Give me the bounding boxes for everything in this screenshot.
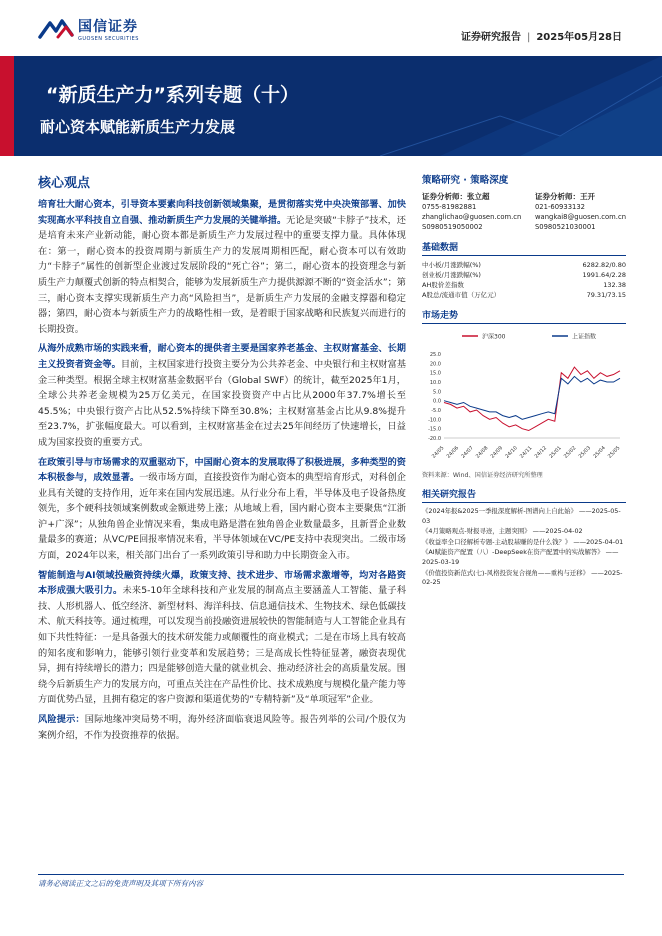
page-header xyxy=(0,0,662,52)
series-line xyxy=(444,367,620,430)
analyst-role: 证券分析师： xyxy=(534,192,580,201)
analyst-1 xyxy=(422,192,521,232)
report-subtitle: 耐心资本赋能新质生产力发展 xyxy=(40,118,236,136)
y-tick-label: 25.0 xyxy=(429,352,441,358)
row-value: 79.31/73.15 xyxy=(586,291,626,299)
row-value: 6282.82/0.80 xyxy=(582,261,626,269)
row-value: 132.38 xyxy=(603,281,626,289)
core-paragraph-1 xyxy=(38,197,406,337)
basic-data-row xyxy=(422,280,626,290)
y-tick-label: -5.0 xyxy=(431,408,441,414)
y-tick-label: -20.0 xyxy=(428,436,441,442)
x-tick-label: 24/07 xyxy=(460,445,475,460)
x-tick-label: 24/09 xyxy=(489,445,505,460)
basic-data-table xyxy=(422,260,626,300)
market-trend-chart xyxy=(422,328,626,468)
row-label: 创业板/月涨跌幅(%) xyxy=(422,271,481,279)
y-tick-label: -15.0 xyxy=(428,426,441,433)
meta-separator: | xyxy=(526,32,531,43)
analyst-phone: 0755-81982881 xyxy=(422,203,477,211)
logo-en-text: GUOSEN SECURITIES xyxy=(78,36,139,42)
core-views-title: 核心观点 xyxy=(38,176,91,191)
related-report-link[interactable]: 《收益率全口径解析专题-主动股基赚的是什么钱？》 ——2025-04-01 xyxy=(422,537,624,546)
strategy-title: 策略研究 · 策略深度 xyxy=(422,175,509,186)
paragraph-body: 无论是突破“卡脖子”技术，还是培育未来产业新动能，耐心资本都是新质生产力发展过程中的重要支撑力量。具体体现在：第一，耐心资本的投资周期与新质生产力的发展周期相匹配，耐心资本可以有效助力“卡脖子”属性的创新型企业渡过发展阶段的“死亡谷”；第二，耐心资本的投资理念与新质生产力颠覆式创新的特点相契合，能够为发展新质生产力提供源源不断的“资金活水”；第三，耐心资本支撑实现新质生产力高“风险担当”，是新质生产力发展的金融支撑器和稳定器；第四，耐心资本与新质生产力的战略性相一致，是着眼于国家战略和民族复兴而进行的长期投资。 xyxy=(38,214,406,335)
related-report-link[interactable]: 《2024年报&2025一季报深度解析-图谱向上自此始》 ——2025-05-03 xyxy=(422,507,621,525)
footer-divider xyxy=(38,874,624,875)
legend-label: 上证指数 xyxy=(572,333,597,341)
company-logo xyxy=(38,16,139,42)
x-tick-label: 25/04 xyxy=(592,445,607,460)
paragraph-body: 目前，主权国家进行投资主要分为公共养老金、中央银行和主权财富基金三种类型。根据全球主权财富基金数据平台（Global SWF）的统计，截至2025年1月，全球公共养老金规模为25万亿美元，在国家投资资产中占比从2000年37.7%增长至45.5%；中央银行资产占比从52.5%持续下降至30.8%；主权财富基金占比从9.8%提升至23.7%，扩张幅度最大。可以看到，主权财富基金在过去25年间经历了快速增长，日益成为国家投资的重要方式。 xyxy=(38,358,407,448)
y-tick-label: -10.0 xyxy=(428,417,441,424)
related-report-link[interactable]: 《AI赋能资产配置（八）-DeepSeek在资产配置中的实战解答》 ——2025-03-19 xyxy=(422,548,619,566)
y-tick-label: 10.0 xyxy=(429,380,441,386)
analyst-name: 王开 xyxy=(579,192,595,201)
row-label: AH股价差指数 xyxy=(422,281,464,289)
y-tick-label: 0.0 xyxy=(433,398,441,405)
paragraph-lead: 培育壮大耐心资本，引导资本要素向科技创新领域集聚，是贯彻落实党中央决策部署、加快实现高水平科技自立自强、推动新质生产力发展的关键举措。 xyxy=(38,199,406,226)
paragraph-lead: 智能制造与AI领域投融资持续火爆，政策支持、技术进步、市场需求激增等，均对各路资本形成强大吸引力。 xyxy=(38,569,406,597)
analyst-name: 张立超 xyxy=(467,192,490,201)
series-line xyxy=(444,376,620,419)
x-tick-label: 24/08 xyxy=(474,445,490,460)
core-paragraph-2 xyxy=(38,341,406,450)
paragraph-lead: 在政策引导与市场需求的双重驱动下，中国耐心资本的发展取得了积极进展，多种类型的资本积极参与，成效显著。 xyxy=(38,456,406,484)
report-type: 证券研究报告 xyxy=(460,32,521,43)
row-label: A股总/流通市值（万亿元） xyxy=(422,291,501,299)
related-reports-list xyxy=(422,507,626,588)
analyst-2 xyxy=(535,192,626,232)
x-tick-label: 25/05 xyxy=(606,445,622,460)
analyst-block xyxy=(422,192,626,232)
core-views-column xyxy=(38,172,406,747)
trend-chart-svg xyxy=(422,328,626,468)
x-tick-label: 24/05 xyxy=(430,445,446,460)
analyst-role: 证券分析师： xyxy=(422,192,467,201)
report-date: 2025年05月28日 xyxy=(536,32,622,43)
core-paragraph-4 xyxy=(38,568,406,708)
paragraph-body: 一级市场方面，直接投资作为耐心资本的典型培育形式，对科创企业具有关键的支持作用，近年来在国内发展迅速。从行业分布上看，半导体及电子设备热度领先，多个硬科技领域案例数或金额进势上涨；从地域上看，国内耐心资本主要聚焦“江浙沪+广深”；从独角兽企业情况来看，集成电路是潜在独角兽企业数量最多，且新晋企业数量最多的赛道；从VC/PE回报率情况来看，半导体领域在VC/PE支持中表现突出。二级市场方面，2024年以来，相关部门出台了一系列政策引导和助力中长期资金入市。 xyxy=(38,472,406,562)
x-tick-label: 24/06 xyxy=(445,445,461,460)
market-trend-title: 市场走势 xyxy=(422,308,626,324)
related-report-link[interactable]: 《价值投资新范式(七)-风格投资复合视角——重构与迁移》 ——2025-02-25 xyxy=(422,568,623,587)
logo-cn-text: 国信证券 xyxy=(78,19,138,35)
analyst-email[interactable]: zhanglichao@guosen.com.cn xyxy=(422,213,522,221)
row-label: 中小板/月涨跌幅(%) xyxy=(422,261,481,269)
paragraph-body: 未来5-10年全球科技和产业发展的制高点主要涵盖人工智能、量子科技、人形机器人、低空经济、新型材料、海洋科技、信息通信技术、生物技术、绿色低碳技术、航天科技等。通过梳理，可以发现当前投融资进展较快的智能制造与人工智能企业具有如下共性特征：一是具备强大的技术研发能力或颠覆性的商业模式；二是在市场上具有较高的知名度和影响力，能够引领行业变革和发展趋势；三是高成长性特征显著，融资表现优异，拥有持续增长的潜力；四是能够创造大量的就业机会、推动经济社会的高质量发展。围绕今后新质生产力的发展方向，可重点关注在产品性价比、技术成熟度与规模化量产能力等方面优势凸显，且拥有稳定的客户资源和渠道优势的“专精特新”及“单项冠军”企业。 xyxy=(38,585,407,706)
related-report-link[interactable]: 《4月策略观点-财报寻迹，主题突围》 ——2025-04-02 xyxy=(422,527,583,536)
x-tick-label: 24/12 xyxy=(533,445,549,460)
risk-body: 国际地缘冲突局势不明，海外经济面临衰退风险等。报告列举的公司/个股仅为案例介绍，不作为投资推荐的依据。 xyxy=(38,714,406,741)
y-tick-label: 5.0 xyxy=(433,389,441,396)
legend-label: 沪深300 xyxy=(482,333,506,341)
basic-data-row xyxy=(422,270,626,280)
y-tick-label: 20.0 xyxy=(429,361,441,368)
disclaimer-footer: 请务必阅读正文之后的免责声明及其项下所有内容 xyxy=(38,879,203,888)
analyst-cert: S0980519050002 xyxy=(422,223,483,231)
chart-source: 资料来源：Wind、国信证券经济研究所整理 xyxy=(422,472,543,479)
x-tick-label: 25/02 xyxy=(562,445,578,460)
analyst-email[interactable]: wangkai8@guosen.com.cn xyxy=(534,213,626,221)
x-tick-label: 25/03 xyxy=(577,445,593,460)
y-tick-label: 15.0 xyxy=(429,370,441,377)
related-reports-title: 相关研究报告 xyxy=(422,487,626,503)
risk-label: 风险提示： xyxy=(38,714,85,725)
analyst-phone: 021-60933132 xyxy=(534,203,585,211)
x-tick-label: 24/11 xyxy=(518,445,534,460)
x-tick-label: 25/01 xyxy=(548,445,563,460)
risk-paragraph xyxy=(38,712,406,743)
basic-data-row xyxy=(422,260,626,270)
title-banner xyxy=(0,56,662,156)
report-title: “新质生产力”系列专题（十） xyxy=(46,84,299,106)
core-paragraph-3 xyxy=(38,455,406,564)
row-value: 1991.64/2.28 xyxy=(582,271,626,279)
paragraph-lead: 从海外成熟市场的实践来看，耐心资本的提供者主要是国家养老基金、主权财富基金、长期主义投资者资金等。 xyxy=(38,343,406,370)
sidebar-column xyxy=(422,172,626,589)
analyst-cert: S0980521030001 xyxy=(534,223,596,231)
basic-data-title: 基础数据 xyxy=(422,240,626,256)
x-tick-label: 24/10 xyxy=(504,445,519,460)
basic-data-row xyxy=(422,290,626,300)
report-meta xyxy=(461,28,622,43)
logo-mark-icon xyxy=(38,17,74,41)
